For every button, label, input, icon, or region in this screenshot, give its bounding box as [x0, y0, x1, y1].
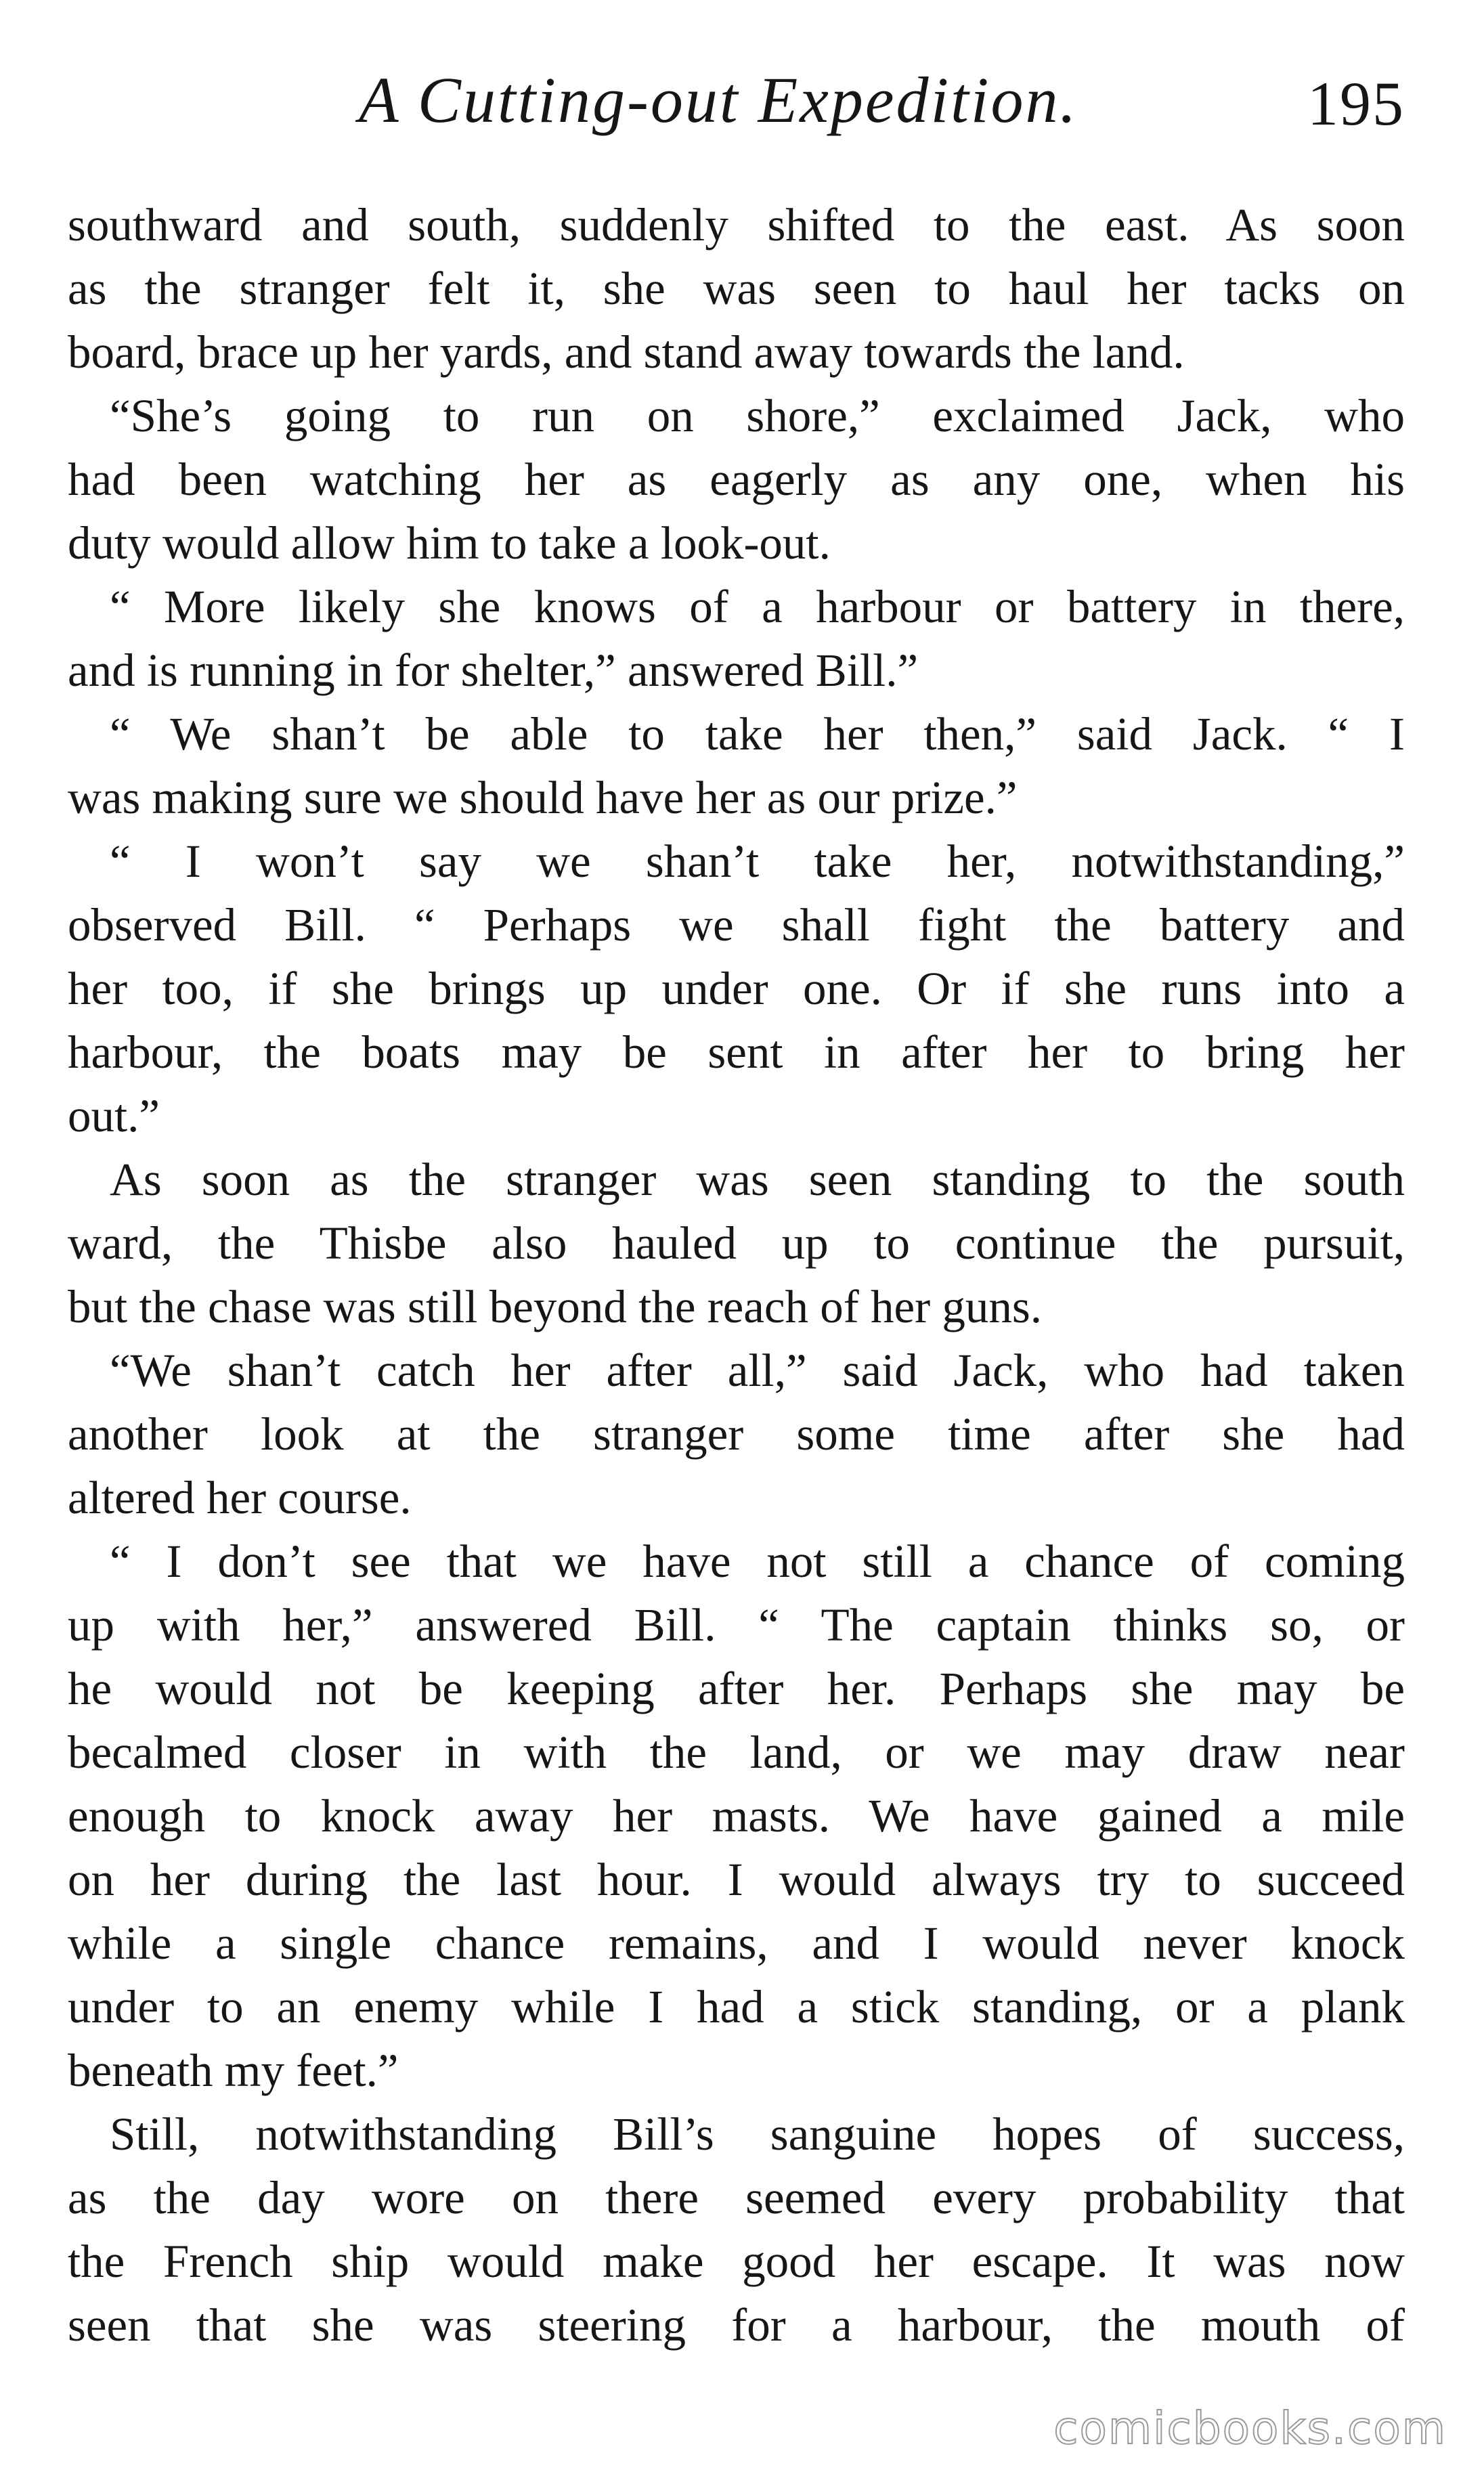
text-line: “ I don’t see that we have not still a chance of coming [110, 1536, 1405, 1587]
text-line: out.” [68, 1090, 160, 1142]
text-line: “ We shan’t be able to take her then,” said Jack. “ I [110, 708, 1405, 760]
text-line: “ More likely she knows of a harbour or battery in there, [110, 581, 1405, 632]
page-number: 195 [1307, 69, 1405, 138]
text-line: under to an enemy while I had a stick standing, or a plank [68, 1981, 1405, 2033]
text-line: Still, notwithstanding Bill’s sanguine hopes of success, [110, 2108, 1405, 2160]
text-line: “She’s going to run on shore,” exclaimed Jack, who [110, 390, 1405, 441]
text-line: “ I won’t say we shan’t take her, notwithstanding,” [110, 835, 1405, 887]
running-title: A Cutting-out Expedition. [359, 64, 1078, 136]
text-line: harbour, the boats may be sent in after her to bring her [68, 1026, 1405, 1078]
text-line: but the chase was still beyond the reach of her guns. [68, 1281, 1042, 1332]
text-line: observed Bill. “ Perhaps we shall fight the battery and [68, 899, 1405, 951]
text-line: southward and south, suddenly shifted to the east. As soon [68, 199, 1405, 251]
page-header [68, 62, 1405, 150]
body-text [68, 193, 1405, 2357]
text-line: as the stranger felt it, she was seen to haul her tacks on [68, 263, 1405, 314]
text-line: seen that she was steering for a harbour, the mouth of [68, 2299, 1405, 2351]
text-line: up with her,” answered Bill. “ The captain thinks so, or [68, 1599, 1405, 1651]
text-line: on her during the last hour. I would always try to succeed [68, 1854, 1405, 1905]
text-line: and is running in for shelter,” answered Bill.” [68, 645, 919, 696]
watermark: comicbooks.com [1053, 2402, 1447, 2454]
text-line: beneath my feet.” [68, 2045, 399, 2096]
text-line: he would not be keeping after her. Perhaps she may be [68, 1663, 1405, 1714]
text-line: duty would allow him to take a look-out. [68, 517, 831, 569]
text-line: altered her course. [68, 1472, 412, 1523]
text-line: another look at the stranger some time after she had [68, 1408, 1405, 1460]
text-line: As soon as the stranger was seen standing to the south [110, 1154, 1405, 1205]
text-line: becalmed closer in with the land, or we may draw near [68, 1726, 1405, 1778]
text-line: had been watching her as eagerly as any one, when his [68, 454, 1405, 505]
text-line: was making sure we should have her as our prize.” [68, 772, 1018, 823]
text-line: board, brace up her yards, and stand away towards the land. [68, 326, 1185, 378]
text-line: while a single chance remains, and I would never knock [68, 1917, 1405, 1969]
text-line: as the day wore on there seemed every probability that [68, 2172, 1405, 2223]
text-line: “We shan’t catch her after all,” said Jack, who had taken [110, 1345, 1405, 1396]
text-line: enough to knock away her masts. We have gained a mile [68, 1790, 1405, 1842]
text-line: ward, the Thisbe also hauled up to continue the pursuit, [68, 1217, 1405, 1269]
text-line: the French ship would make good her escape. It was now [68, 2236, 1405, 2287]
text-line: her too, if she brings up under one. Or if she runs into a [68, 963, 1405, 1014]
